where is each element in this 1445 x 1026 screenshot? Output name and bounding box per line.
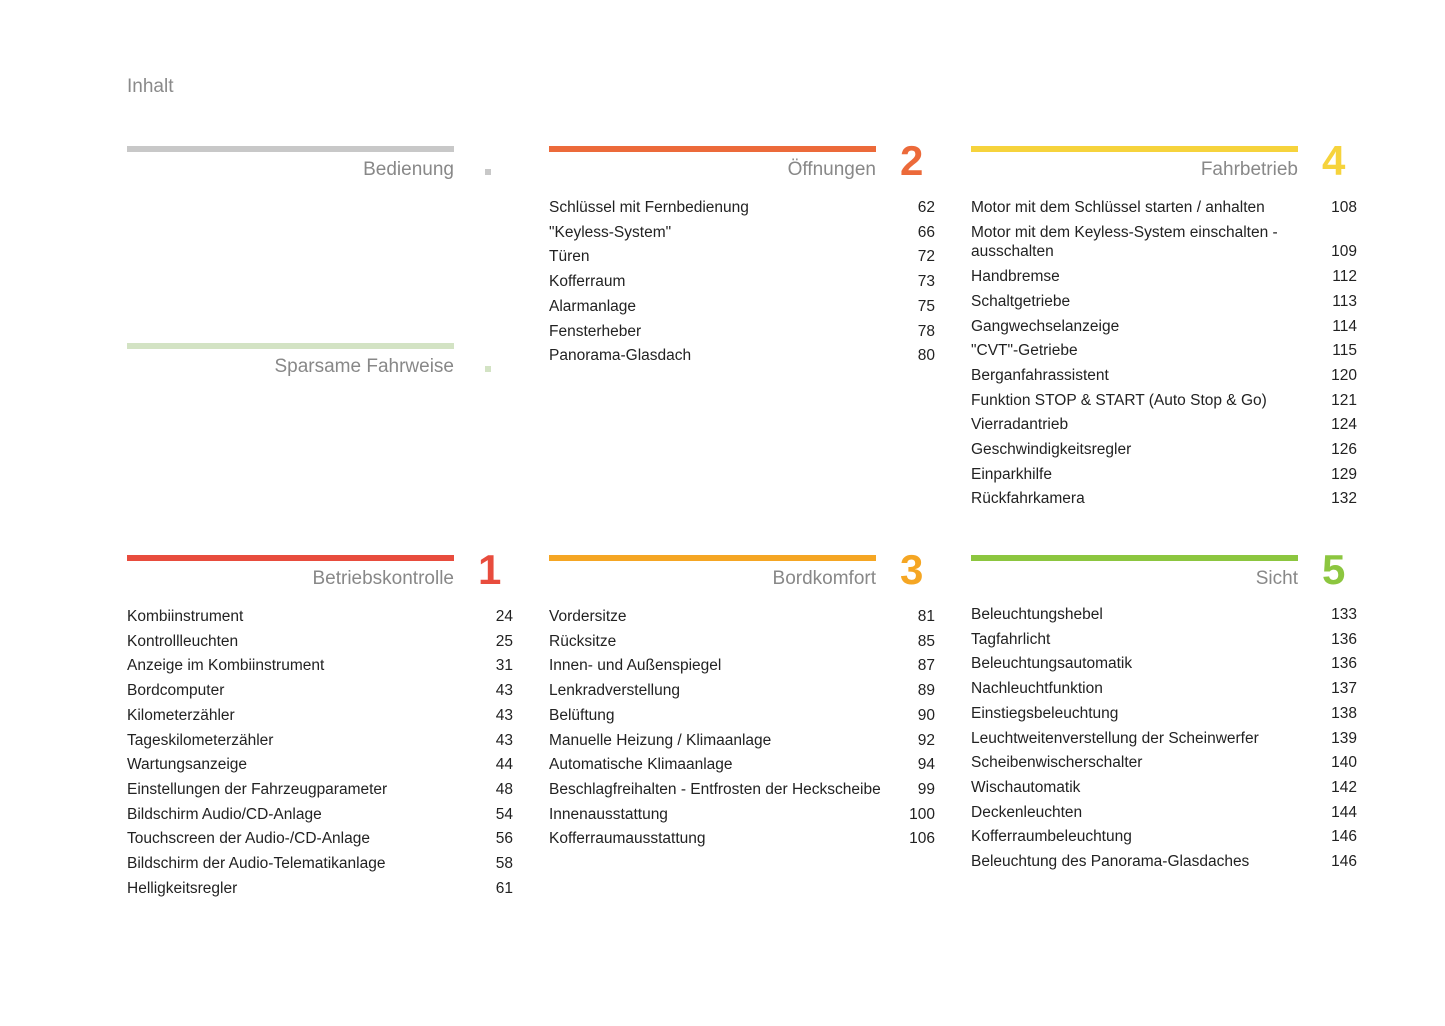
section-title[interactable]: Öffnungen (787, 159, 876, 180)
toc-entry-label: Tageskilometerzähler (127, 731, 274, 749)
toc-entry-page: 24 (495, 608, 513, 625)
toc-entry-page: 61 (495, 879, 513, 897)
toc-entry-page: 44 (495, 756, 513, 774)
toc-entry-page: 87 (917, 657, 935, 675)
toc-entry[interactable] (549, 607, 935, 627)
toc-entry-label: Automatische Klimaanlage (549, 756, 733, 774)
toc-entry-label: Kombiinstrument (127, 608, 244, 625)
toc-entry-page: 78 (917, 322, 935, 340)
toc-entry-page: 43 (495, 731, 513, 749)
toc-entry-page: 90 (917, 706, 935, 724)
toc-entry-page: 43 (495, 682, 513, 700)
toc-entry-label: Motor mit dem Schlüssel starten / anhalten (971, 199, 1265, 216)
toc-entry-page: 120 (1331, 366, 1357, 384)
toc-entry-label: "CVT"-Getriebe (971, 342, 1078, 360)
toc-entry[interactable] (971, 465, 1357, 485)
toc-entry-label: Fensterheber (549, 322, 642, 340)
toc-entry[interactable] (127, 656, 513, 676)
toc-entry-label: Schaltgetriebe (971, 292, 1071, 310)
toc-entry-label: Bildschirm der Audio-Telematikanlage (127, 855, 386, 873)
entry-list (549, 198, 935, 371)
toc-entry[interactable] (127, 755, 513, 775)
toc-entry[interactable] (549, 346, 935, 366)
toc-entry-page: 144 (1331, 803, 1357, 821)
toc-entry[interactable] (127, 805, 513, 825)
page-title: Inhalt (127, 76, 174, 97)
section-bar (971, 555, 1298, 561)
section-title[interactable]: Bordkomfort (772, 568, 876, 589)
toc-entry-label: Beleuchtungsautomatik (971, 655, 1133, 673)
toc-entry[interactable] (549, 322, 935, 342)
section-bar (127, 146, 454, 152)
toc-entry[interactable] (971, 366, 1357, 386)
toc-entry-page: 114 (1332, 317, 1357, 335)
toc-entry[interactable] (549, 755, 935, 775)
toc-entry[interactable] (127, 854, 513, 874)
toc-entry-page: 43 (495, 706, 513, 724)
toc-entry[interactable] (549, 681, 935, 701)
toc-entry[interactable] (971, 803, 1357, 823)
toc-entry-label: Lenkradverstellung (549, 682, 680, 700)
toc-entry-page: 136 (1331, 655, 1357, 673)
toc-entry[interactable] (549, 829, 935, 849)
toc-entry-label: Manuelle Heizung / Klimaanlage (549, 731, 772, 749)
toc-entry-page: 80 (917, 347, 935, 365)
toc-entry-page: 142 (1331, 778, 1357, 796)
toc-entry[interactable] (549, 247, 935, 267)
toc-entry[interactable] (127, 632, 513, 652)
toc-entry-label: Kofferraumbeleuchtung (971, 828, 1132, 846)
toc-entry[interactable] (971, 223, 1357, 262)
toc-entry-page: 99 (917, 780, 935, 798)
toc-entry-label: Einstellungen der Fahrzeugparameter (127, 780, 388, 798)
toc-entry[interactable] (549, 198, 935, 218)
toc-entry[interactable] (971, 679, 1357, 699)
toc-entry-label: Geschwindigkeitsregler (971, 441, 1132, 459)
toc-entry[interactable] (127, 731, 513, 751)
toc-entry[interactable] (549, 272, 935, 292)
toc-entry[interactable] (549, 297, 935, 317)
entry-list (971, 605, 1357, 877)
toc-entry-page: 85 (917, 632, 935, 650)
toc-entry-page: 66 (917, 223, 935, 241)
toc-entry[interactable] (971, 317, 1357, 337)
entry-list (549, 607, 935, 854)
toc-entry[interactable] (971, 391, 1357, 411)
toc-entry-page: 72 (917, 248, 935, 266)
toc-entry-label: Gangwechselanzeige (971, 317, 1120, 335)
toc-entry[interactable] (971, 198, 1357, 218)
toc-entry-label: Nachleuchtfunktion (971, 680, 1103, 698)
toc-entry-label: Deckenleuchten (971, 803, 1083, 821)
toc-entry[interactable] (549, 706, 935, 726)
toc-entry-label: Belüftung (549, 706, 615, 724)
toc-entry-page: 112 (1332, 268, 1357, 286)
toc-entry-label: Vordersitze (549, 608, 627, 625)
toc-entry-label: Funktion STOP & START (Auto Stop & Go) (971, 391, 1267, 409)
toc-entry[interactable] (971, 827, 1357, 847)
toc-entry-label: Panorama-Glasdach (549, 347, 692, 365)
toc-entry[interactable] (549, 656, 935, 676)
toc-entry-page: 140 (1331, 754, 1357, 772)
toc-entry-label: Vierradantrieb (971, 416, 1069, 434)
toc-entry[interactable] (971, 753, 1357, 773)
toc-entry[interactable] (549, 223, 935, 243)
toc-entry-label: Wischautomatik (971, 778, 1081, 796)
toc-entry[interactable] (127, 607, 513, 627)
toc-entry[interactable] (971, 654, 1357, 674)
toc-entry-label: Beleuchtung des Panorama-Glasdaches (971, 853, 1250, 871)
toc-entry[interactable] (971, 292, 1357, 312)
toc-entry-page: 136 (1331, 630, 1357, 648)
toc-entry[interactable] (971, 704, 1357, 724)
toc-entry-page: 62 (917, 199, 935, 216)
toc-entry[interactable] (971, 852, 1357, 872)
toc-entry[interactable] (971, 489, 1357, 509)
toc-entry-label: Rückfahrkamera (971, 490, 1085, 508)
toc-entry-page: 137 (1331, 680, 1357, 698)
toc-entry[interactable] (549, 780, 935, 800)
toc-entry-page: 132 (1331, 490, 1357, 508)
toc-entry[interactable] (549, 632, 935, 652)
toc-entry-label: Kontrollleuchten (127, 632, 239, 650)
section-title[interactable]: Sicht (1255, 568, 1298, 589)
toc-entry-label: Anzeige im Kombiinstrument (127, 657, 325, 675)
toc-entry-label: Kilometerzähler (127, 706, 235, 724)
toc-entry[interactable] (971, 440, 1357, 460)
toc-entry[interactable] (971, 267, 1357, 287)
toc-entry[interactable] (127, 780, 513, 800)
toc-entry[interactable] (549, 805, 935, 825)
toc-entry-page: 89 (917, 682, 935, 700)
toc-entry-label: Kofferraum (549, 273, 626, 291)
section-bar (549, 555, 876, 561)
toc-entry-page: 25 (495, 632, 513, 650)
toc-entry[interactable] (971, 415, 1357, 435)
toc-entry-label: Tagfahrlicht (971, 630, 1051, 648)
toc-entry-label: Beschlagfreihalten - Entfrosten der Heckscheibe (549, 780, 881, 798)
toc-entry-label: Helligkeitsregler (127, 879, 238, 897)
toc-entry-page: 58 (495, 855, 513, 873)
toc-entry-label: Handbremse (971, 268, 1060, 286)
section-marker (485, 366, 491, 372)
toc-entry[interactable] (127, 879, 513, 899)
toc-entry-label: Touchscreen der Audio-/CD-Anlage (127, 830, 370, 848)
section-number: 1 (478, 546, 502, 593)
toc-entry-page: 94 (917, 756, 935, 774)
section-title[interactable]: Fahrbetrieb (1200, 159, 1298, 180)
toc-entry[interactable] (127, 706, 513, 726)
toc-entry-label: "Keyless-System" (549, 223, 672, 241)
toc-entry-label: Scheibenwischerschalter (971, 754, 1143, 772)
toc-entry-label: Bildschirm Audio/CD-Anlage (127, 805, 322, 823)
toc-entry-page: 92 (917, 731, 935, 749)
toc-entry-label: Innen- und Außenspiegel (549, 657, 722, 675)
toc-entry-page: 56 (495, 830, 513, 848)
toc-entry-page: 54 (495, 805, 513, 823)
section-title[interactable]: Betriebskontrolle (312, 568, 454, 589)
toc-entry[interactable] (971, 729, 1357, 749)
toc-entry-page: 129 (1331, 465, 1357, 483)
toc-entry-label: Innenausstattung (549, 805, 668, 823)
toc-entry-label: Bordcomputer (127, 682, 225, 700)
section-marker (485, 169, 491, 175)
section-bar (127, 343, 454, 349)
toc-entry-page: 31 (495, 657, 513, 675)
section-number: 4 (1322, 137, 1346, 184)
toc-entry-page: 133 (1331, 606, 1357, 623)
toc-entry-label: Motor mit dem Keyless-System einschalten - ausschalten (971, 223, 1278, 261)
toc-entry-label: Berganfahrassistent (971, 366, 1109, 384)
toc-entry-label: Leuchtweitenverstellung der Scheinwerfer (971, 729, 1259, 747)
toc-entry[interactable] (971, 341, 1357, 361)
toc-entry-label: Alarmanlage (549, 297, 637, 315)
toc-entry-page: 100 (909, 805, 935, 823)
entry-list (971, 198, 1357, 514)
toc-entry-page: 113 (1332, 292, 1357, 310)
toc-entry-page: 48 (495, 780, 513, 798)
toc-entry-page: 121 (1331, 391, 1357, 409)
toc-entry[interactable] (127, 681, 513, 701)
toc-entry-page: 126 (1331, 441, 1357, 459)
section-bar (127, 555, 454, 561)
toc-entry-page: 75 (917, 297, 935, 315)
toc-entry[interactable] (971, 630, 1357, 650)
toc-entry[interactable] (549, 731, 935, 751)
section-number: 3 (900, 546, 924, 593)
toc-entry-page: 139 (1331, 729, 1357, 747)
toc-entry-page: 109 (1331, 243, 1357, 261)
section-number: 2 (900, 137, 924, 184)
section-title[interactable]: Sparsame Fahrweise (274, 356, 454, 377)
toc-entry-label: Einstiegsbeleuchtung (971, 704, 1119, 722)
toc-entry-page: 146 (1331, 828, 1357, 846)
toc-entry-page: 106 (909, 830, 935, 848)
toc-entry-page: 138 (1331, 704, 1357, 722)
entry-list (127, 607, 513, 903)
toc-entry-page: 124 (1331, 416, 1357, 434)
toc-entry-page: 108 (1331, 199, 1357, 216)
toc-entry-label: Kofferraumausstattung (549, 830, 706, 848)
toc-entry-page: 115 (1332, 342, 1357, 360)
section-bar (549, 146, 876, 152)
toc-entry-label: Einparkhilfe (971, 465, 1052, 483)
toc-entry-label: Beleuchtungshebel (971, 606, 1103, 623)
section-bar (971, 146, 1298, 152)
section-title[interactable]: Bedienung (363, 159, 454, 180)
toc-entry-label: Wartungsanzeige (127, 756, 248, 774)
toc-entry-label: Schlüssel mit Fernbedienung (549, 199, 749, 216)
section-number: 5 (1322, 546, 1346, 593)
toc-entry[interactable] (971, 778, 1357, 798)
toc-entry-page: 146 (1331, 853, 1357, 871)
toc-entry[interactable] (127, 829, 513, 849)
toc-entry[interactable] (971, 605, 1357, 625)
toc-entry-page: 81 (917, 608, 935, 625)
toc-entry-label: Rücksitze (549, 632, 617, 650)
toc-entry-label: Türen (549, 248, 590, 266)
toc-entry-page: 73 (917, 273, 935, 291)
